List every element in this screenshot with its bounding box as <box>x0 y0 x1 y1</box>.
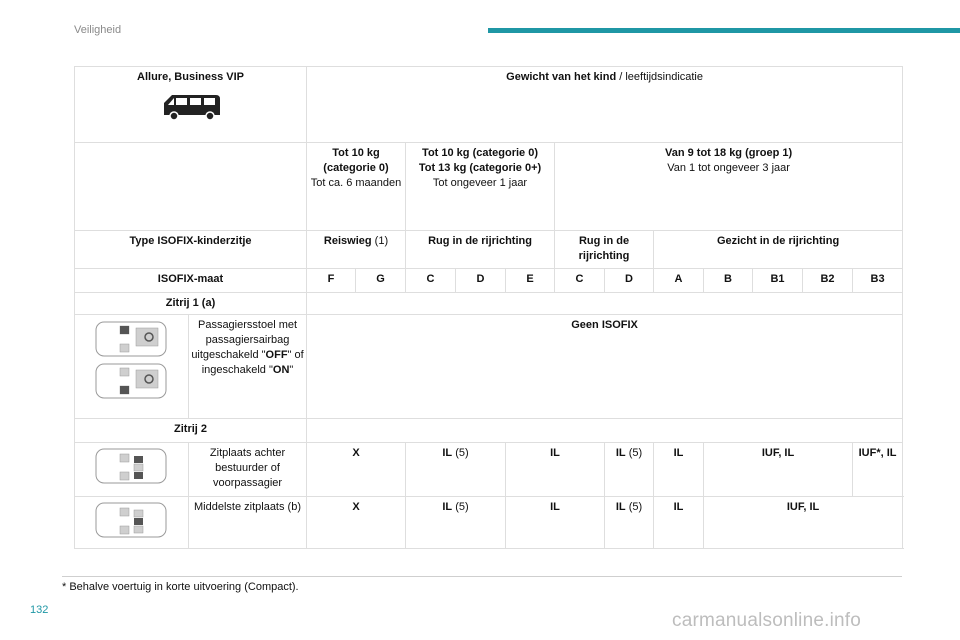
footnote: * Behalve voertuig in korte uitvoering (Compact). <box>62 581 299 593</box>
group-1-title-a: Tot 10 kg (categorie 0) <box>422 147 538 159</box>
size-cell: B2 <box>803 269 853 293</box>
value-x: X <box>307 497 406 549</box>
group-0plus-cell <box>406 143 555 231</box>
rear-side-seat-label: Zitplaats achter bestuurder of voorpassagier <box>189 443 307 497</box>
il-note: (5) <box>452 447 469 459</box>
il-bold: IL <box>615 447 626 459</box>
vehicle-van-icon <box>156 89 226 123</box>
size-cell: C <box>406 269 456 293</box>
group-0-title: Tot 10 kg (categorie 0) <box>323 147 389 174</box>
type-rug: Rug in de rijrichting <box>406 231 555 269</box>
zitrij2-label: Zitrij 2 <box>75 419 307 443</box>
size-cell: D <box>605 269 654 293</box>
value-x: X <box>307 443 406 497</box>
size-cell: A <box>654 269 704 293</box>
airbag-on-label: ON <box>272 364 290 376</box>
value-il5-a <box>406 497 506 549</box>
group-0-cell <box>307 143 406 231</box>
airbag-off-label: OFF <box>265 349 288 361</box>
seat-diagram-cell <box>75 443 189 497</box>
weight-header-rest: / leeftijdsindicatie <box>616 71 703 83</box>
reiswieg-bold: Reiswieg <box>323 235 372 247</box>
isofix-table <box>74 66 903 549</box>
size-cell: C <box>555 269 605 293</box>
empty-cell <box>307 419 903 443</box>
il-note: (5) <box>625 447 643 459</box>
header-accent-bar <box>488 28 960 33</box>
vehicle-title: Allure, Business VIP <box>137 71 244 83</box>
group-2-title: Van 9 tot 18 kg (groep 1) <box>665 147 793 159</box>
size-cell: E <box>506 269 555 293</box>
group-1-title-b: Tot 13 kg (categorie 0+) <box>418 162 542 174</box>
seat-text-1: Passagiersstoel met passagiersairbag uitgeschakeld " <box>191 319 298 361</box>
group-1-age: Tot ongeveer 1 jaar <box>432 177 528 189</box>
size-cell: B1 <box>753 269 803 293</box>
type-gezicht: Gezicht in de rijrichting <box>654 231 903 269</box>
value-il: IL <box>654 497 704 549</box>
middle-seat-label: Middelste zitplaats (b) <box>189 497 307 549</box>
page-number: 132 <box>30 604 49 616</box>
il-bold: IL <box>442 447 453 459</box>
value-il5-a <box>406 443 506 497</box>
il-note: (5) <box>452 501 469 513</box>
footnote-divider <box>62 576 902 577</box>
value-iuf-star-il: IUF*, IL <box>853 443 903 497</box>
watermark: carmanualsonline.info <box>672 610 862 631</box>
passenger-seat-cell <box>189 315 307 419</box>
seat-text-3: " <box>289 364 294 376</box>
car-seat-diagram-icon <box>94 500 170 540</box>
size-label: ISOFIX-maat <box>75 269 307 293</box>
empty-cell <box>75 143 307 231</box>
section-title: Veiligheid <box>74 24 122 36</box>
car-seat-diagram-icon <box>94 318 170 402</box>
vehicle-cell <box>75 67 307 143</box>
empty-cell <box>307 293 903 315</box>
value-il5-b <box>605 443 654 497</box>
size-cell: B3 <box>853 269 903 293</box>
isofix-table-container <box>74 66 902 548</box>
size-cell: D <box>456 269 506 293</box>
value-il5-b <box>605 497 654 549</box>
size-cell: B <box>704 269 753 293</box>
value-il: IL <box>506 497 605 549</box>
no-isofix-cell: Geen ISOFIX <box>307 315 903 419</box>
reiswieg-note: (1) <box>371 235 389 247</box>
type-rug-2: Rug in de rijrichting <box>555 231 654 269</box>
value-iuf-il: IUF, IL <box>704 497 903 549</box>
group-1-cell <box>555 143 903 231</box>
group-2-age: Van 1 tot ongeveer 3 jaar <box>667 162 790 174</box>
seat-diagram-cell <box>75 497 189 549</box>
type-reiswieg <box>307 231 406 269</box>
value-iuf-il: IUF, IL <box>704 443 853 497</box>
weight-header-bold: Gewicht van het kind <box>506 71 617 83</box>
size-cell: F <box>307 269 356 293</box>
seat-diagram-cell <box>75 315 189 419</box>
size-cell: G <box>356 269 406 293</box>
seat-text-2: " of ingeschakeld " <box>201 349 304 376</box>
type-label: Type ISOFIX-kinderzitje <box>75 231 307 269</box>
il-bold: IL <box>615 501 626 513</box>
il-note: (5) <box>625 501 643 513</box>
zitrij1-label: Zitrij 1 (a) <box>75 293 307 315</box>
weight-header-cell <box>307 67 903 143</box>
value-il: IL <box>654 443 704 497</box>
group-0-age: Tot ca. 6 maanden <box>310 177 402 189</box>
car-seat-diagram-icon <box>94 446 170 486</box>
value-il: IL <box>506 443 605 497</box>
il-bold: IL <box>442 501 453 513</box>
